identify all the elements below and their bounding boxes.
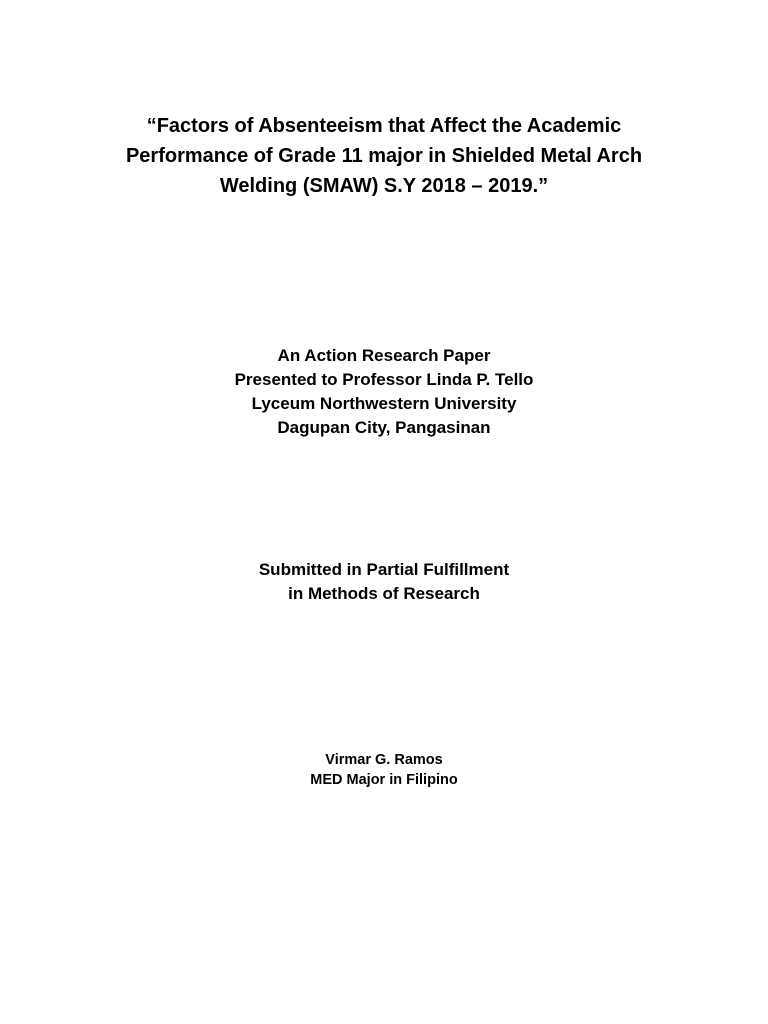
presented-to: Presented to Professor Linda P. Tello	[234, 370, 534, 389]
author-name: Virmar G. Ramos	[325, 752, 443, 768]
title-line-2: Performance of Grade 11 major in Shielded Metal Arch	[125, 145, 643, 167]
research-info	[0, 344, 768, 440]
submission-line-1: Submitted in Partial Fulfillment	[258, 560, 510, 579]
title-line-1: “Factors of Absenteeism that Affect the Academic	[146, 115, 622, 137]
author-info	[0, 750, 768, 790]
title-line-3: Welding (SMAW) S.Y 2018 – 2019.”	[219, 175, 549, 197]
paper-type: An Action Research Paper	[277, 346, 491, 365]
university-location: Dagupan City, Pangasinan	[277, 418, 491, 437]
paper-title	[0, 111, 768, 201]
submission-statement	[0, 558, 768, 606]
submission-line-2: in Methods of Research	[288, 584, 480, 603]
author-degree: MED Major in Filipino	[310, 772, 458, 788]
university-name: Lyceum Northwestern University	[251, 394, 517, 413]
